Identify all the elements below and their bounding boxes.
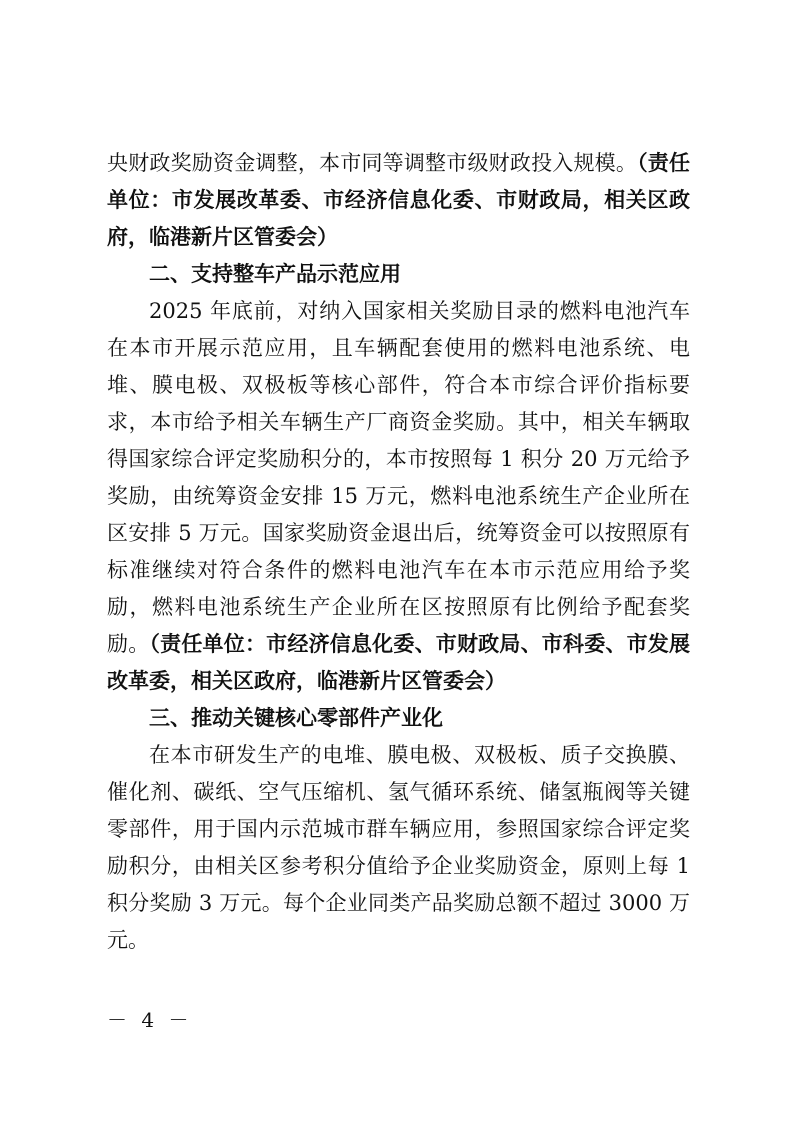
section2-body-text: 2025 年底前，对纳入国家相关奖励目录的燃料电池汽车在本市开展示范应用，且车辆配套使用的燃料电池系统、电堆、膜电极、双极板等核心部件，符合本市综合评价指标要求，本市给予相关车辆生产厂商资金奖励。其中，相关车辆取得国家综合评定奖励积分的，本市按照每 1 积分 20 万元给予奖励，由统筹资金安排 15 万元，燃料电池系统生产企业所在区安排 5 万元。国家奖励资金退出后，统筹资金可以按照原有标准继续对符合条件的燃料电池汽车在本市示范应用给予奖励，燃料电池系统生产企业所在区按照原有比例给予配套奖励。 [107,299,690,656]
section2-heading: 二、支持整车产品示范应用 [149,262,401,286]
page-number: － 4 － [107,1008,193,1032]
section1-continuation-text: 央财政奖励资金调整，本市同等调整市级财政投入规模。 [107,151,638,175]
paragraph-section3-body: 在本市研发生产的电堆、膜电极、双极板、质子交换膜、催化剂、碳纸、空气压缩机、氢气循环系统、储氢瓶阀等关键零部件，用于国内示范城市群车辆应用，参照国家综合评定奖励积分，由相关区参考积分值给予企业奖励资金，原则上每 1 积分奖励 3 万元。每个企业同类产品奖励总额不超过 3000 万元。 [107,743,690,952]
section2-responsibility: （责任单位：市经济信息化委、市财政局、市科委、市发展改革委，相关区政府，临港新片区管委会） [107,632,691,693]
paragraph-section2-body [107,293,690,700]
document-body [107,145,690,959]
paragraph-section1-continuation [107,145,690,256]
section1-responsibility: （责任单位：市发展改革委、市经济信息化委、市财政局，相关区政府，临港新片区管委会） [107,151,691,249]
section3-heading: 三、推动关键核心零部件产业化 [149,706,443,730]
